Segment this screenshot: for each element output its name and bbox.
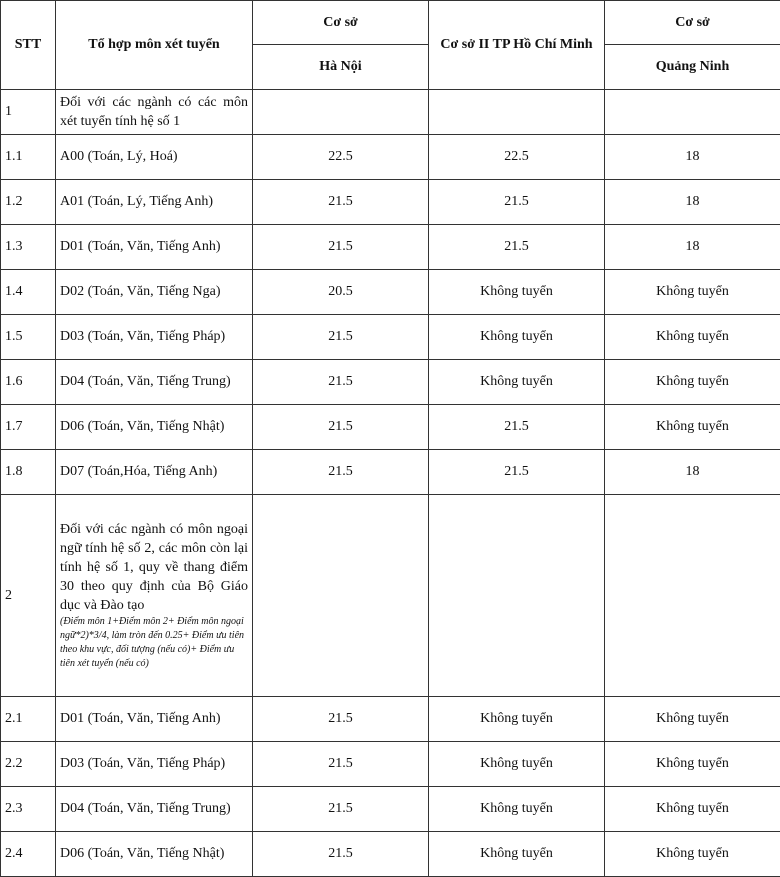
score-quangninh: Không tuyển bbox=[605, 315, 780, 360]
score-hcm: Không tuyển bbox=[429, 742, 605, 787]
score-hanoi: 21.5 bbox=[253, 832, 429, 877]
section-row-2 bbox=[1, 495, 780, 697]
row-combination: A01 (Toán, Lý, Tiếng Anh) bbox=[56, 180, 253, 225]
row-stt: 1.1 bbox=[1, 135, 56, 180]
section-formula-note: (Điểm môn 1+Điểm môn 2+ Điểm môn ngoại ngữ*2)*3/4, làm tròn đến 0.25+ Điểm ưu tiên theo khu vực, đối tượng (nếu có)+ Điểm ưu tiên xét tuyển (nếu có) bbox=[60, 615, 248, 671]
score-hanoi: 21.5 bbox=[253, 450, 429, 495]
row-stt: 1.8 bbox=[1, 450, 56, 495]
table-row bbox=[1, 742, 780, 787]
row-combination: D04 (Toán, Văn, Tiếng Trung) bbox=[56, 787, 253, 832]
table-row bbox=[1, 360, 780, 405]
table-row bbox=[1, 787, 780, 832]
score-hanoi: 21.5 bbox=[253, 315, 429, 360]
empty-cell bbox=[429, 90, 605, 135]
score-hcm: Không tuyển bbox=[429, 832, 605, 877]
score-quangninh: Không tuyển bbox=[605, 697, 780, 742]
score-hcm: Không tuyển bbox=[429, 315, 605, 360]
score-hcm: 22.5 bbox=[429, 135, 605, 180]
row-stt: 1.3 bbox=[1, 225, 56, 270]
section-stt: 2 bbox=[1, 495, 56, 697]
score-hcm: 21.5 bbox=[429, 450, 605, 495]
row-combination: D07 (Toán,Hóa, Tiếng Anh) bbox=[56, 450, 253, 495]
row-combination: D03 (Toán, Văn, Tiếng Pháp) bbox=[56, 315, 253, 360]
score-hcm: Không tuyển bbox=[429, 787, 605, 832]
section-title: Đối với các ngành có môn ngoại ngữ tính hệ số 2, các môn còn lại tính hệ số 1, quy về thang điểm 30 theo quy định của Bộ Giáo dục và Đào tạo bbox=[60, 520, 248, 615]
score-hanoi: 21.5 bbox=[253, 360, 429, 405]
header-campus-quangninh: Quảng Ninh bbox=[605, 45, 780, 90]
header-stt: STT bbox=[1, 1, 56, 90]
row-stt: 2.4 bbox=[1, 832, 56, 877]
score-quangninh: 18 bbox=[605, 180, 780, 225]
empty-cell bbox=[429, 495, 605, 697]
table-row bbox=[1, 180, 780, 225]
section-stt: 1 bbox=[1, 90, 56, 135]
score-hanoi: 21.5 bbox=[253, 405, 429, 450]
row-stt: 1.5 bbox=[1, 315, 56, 360]
score-hcm: Không tuyển bbox=[429, 360, 605, 405]
score-hanoi: 21.5 bbox=[253, 742, 429, 787]
row-stt: 1.6 bbox=[1, 360, 56, 405]
score-hanoi: 20.5 bbox=[253, 270, 429, 315]
section-title: Đối với các ngành có các môn xét tuyển tính hệ số 1 bbox=[56, 90, 253, 135]
score-quangninh: Không tuyển bbox=[605, 360, 780, 405]
row-stt: 2.1 bbox=[1, 697, 56, 742]
header-campus-hanoi-top: Cơ sở bbox=[253, 1, 429, 45]
score-hanoi: 21.5 bbox=[253, 697, 429, 742]
row-combination: A00 (Toán, Lý, Hoá) bbox=[56, 135, 253, 180]
score-hcm: 21.5 bbox=[429, 180, 605, 225]
row-stt: 2.3 bbox=[1, 787, 56, 832]
score-quangninh: 18 bbox=[605, 450, 780, 495]
score-hcm: 21.5 bbox=[429, 405, 605, 450]
empty-cell bbox=[253, 90, 429, 135]
row-stt: 1.2 bbox=[1, 180, 56, 225]
table-row bbox=[1, 270, 780, 315]
score-hanoi: 21.5 bbox=[253, 787, 429, 832]
section-cell bbox=[56, 495, 253, 697]
score-quangninh: 18 bbox=[605, 225, 780, 270]
score-hanoi: 21.5 bbox=[253, 225, 429, 270]
score-hcm: 21.5 bbox=[429, 225, 605, 270]
header-campus-hcm: Cơ sở II TP Hồ Chí Minh bbox=[429, 1, 605, 90]
score-hanoi: 22.5 bbox=[253, 135, 429, 180]
score-quangninh: Không tuyển bbox=[605, 270, 780, 315]
row-combination: D01 (Toán, Văn, Tiếng Anh) bbox=[56, 225, 253, 270]
score-hcm: Không tuyển bbox=[429, 697, 605, 742]
empty-cell bbox=[253, 495, 429, 697]
table-row bbox=[1, 450, 780, 495]
score-quangninh: Không tuyển bbox=[605, 832, 780, 877]
row-combination: D02 (Toán, Văn, Tiếng Nga) bbox=[56, 270, 253, 315]
header-subject: Tổ hợp môn xét tuyển bbox=[56, 1, 253, 90]
score-hanoi: 21.5 bbox=[253, 180, 429, 225]
empty-cell bbox=[605, 90, 780, 135]
score-hcm: Không tuyển bbox=[429, 270, 605, 315]
row-combination: D04 (Toán, Văn, Tiếng Trung) bbox=[56, 360, 253, 405]
score-quangninh: 18 bbox=[605, 135, 780, 180]
header-campus-hanoi: Hà Nội bbox=[253, 45, 429, 90]
header-campus-quangninh-top: Cơ sở bbox=[605, 1, 780, 45]
row-stt: 1.4 bbox=[1, 270, 56, 315]
table-row bbox=[1, 135, 780, 180]
row-combination: D03 (Toán, Văn, Tiếng Pháp) bbox=[56, 742, 253, 787]
table-row bbox=[1, 697, 780, 742]
row-combination: D01 (Toán, Văn, Tiếng Anh) bbox=[56, 697, 253, 742]
row-stt: 2.2 bbox=[1, 742, 56, 787]
score-quangninh: Không tuyển bbox=[605, 405, 780, 450]
table-row bbox=[1, 225, 780, 270]
score-quangninh: Không tuyển bbox=[605, 742, 780, 787]
row-combination: D06 (Toán, Văn, Tiếng Nhật) bbox=[56, 832, 253, 877]
row-stt: 1.7 bbox=[1, 405, 56, 450]
table-row bbox=[1, 405, 780, 450]
section-row-1 bbox=[1, 90, 780, 135]
table-row bbox=[1, 315, 780, 360]
score-quangninh: Không tuyển bbox=[605, 787, 780, 832]
empty-cell bbox=[605, 495, 780, 697]
row-combination: D06 (Toán, Văn, Tiếng Nhật) bbox=[56, 405, 253, 450]
table-row bbox=[1, 832, 780, 877]
